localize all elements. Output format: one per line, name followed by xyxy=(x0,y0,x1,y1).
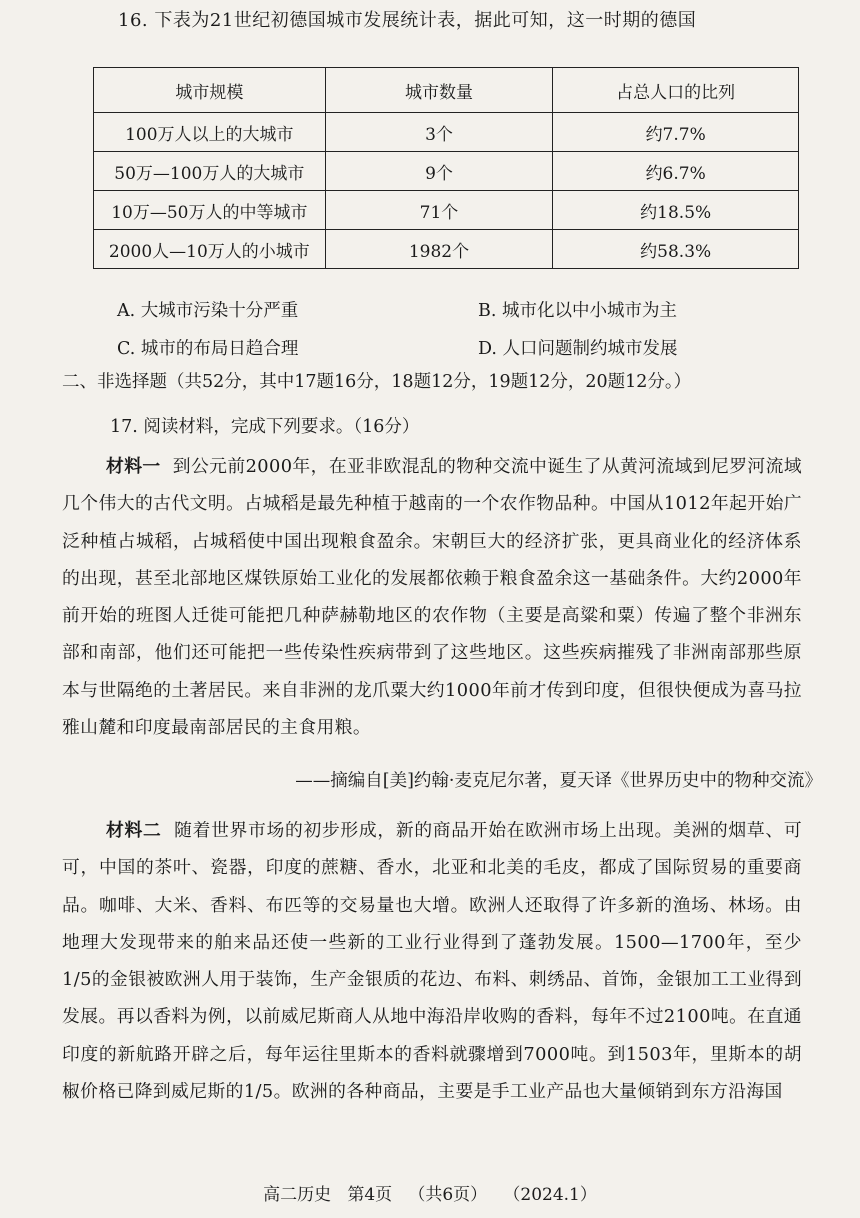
cell-city-count: 9个 xyxy=(325,152,553,191)
cell-city-size: 100万人以上的大城市 xyxy=(94,113,326,152)
option-b: B. 城市化以中小城市为主 xyxy=(478,301,677,321)
material-2-label: 材料二 xyxy=(106,820,162,841)
cell-city-count: 71个 xyxy=(325,191,553,230)
header-population-share: 占总人口的比列 xyxy=(553,68,799,113)
cell-population-share: 约6.7% xyxy=(553,152,799,191)
cell-city-count: 3个 xyxy=(325,113,553,152)
material-1-label: 材料一 xyxy=(106,456,161,477)
table-row xyxy=(94,191,799,230)
question-17-stem: 17. 阅读材料，完成下列要求。（16分） xyxy=(110,417,420,437)
cell-city-size: 2000人—10万人的小城市 xyxy=(94,230,326,269)
material-2 xyxy=(62,812,802,1110)
material-2-text: 随着世界市场的初步形成，新的商品开始在欧洲市场上出现。美洲的烟草、可可，中国的茶叶、瓷器，印度的蔗糖、香水，北亚和北美的毛皮，都成了国际贸易的重要商品。咖啡、大米、香料、布匹等的交易量也大增。欧洲人还取得了许多新的渔场、林场。由地理大发现带来的舶来品还使一些新的工业行业得到了蓬勃发展。1500—1700年，至少1/5的金银被欧洲人用于装饰，生产金银质的花边、布料、刺绣品、首饰，金银加工工业得到发展。再以香料为例，以前威尼斯商人从地中海沿岸收购的香料，每年不过2100吨。在直通印度的新航路开辟之后，每年运往里斯本的香料就骤增到7000吨。到1503年，里斯本的胡椒价格已降到威尼斯的1/5。欧洲的各种商品，主要是手工业产品也大量倾销到东方沿海国 xyxy=(62,820,803,1103)
section-2-heading: 二、非选择题（共52分，其中17题16分，18题12分，19题12分，20题12分。） xyxy=(62,372,692,392)
cell-city-count: 1982个 xyxy=(325,230,553,269)
cell-population-share: 约58.3% xyxy=(553,230,799,269)
cell-population-share: 约18.5% xyxy=(553,191,799,230)
table-header-row xyxy=(94,68,799,113)
material-1-citation: ——摘编自[美]约翰·麦克尼尔著，夏天译《世界历史中的物种交流》 xyxy=(295,771,822,791)
question-16-stem: 16. 下表为21世纪初德国城市发展统计表，据此可知，这一时期的德国 xyxy=(118,10,697,31)
option-a: A. 大城市污染十分严重 xyxy=(117,301,299,321)
table-row xyxy=(94,152,799,191)
table-row xyxy=(94,230,799,269)
page-footer: 高二历史 第4页 （共6页） （2024.1） xyxy=(263,1185,597,1205)
cell-city-size: 50万—100万人的大城市 xyxy=(94,152,326,191)
header-city-size: 城市规模 xyxy=(94,68,326,113)
option-d: D. 人口问题制约城市发展 xyxy=(478,339,678,359)
cell-city-size: 10万—50万人的中等城市 xyxy=(94,191,326,230)
header-city-count: 城市数量 xyxy=(325,68,553,113)
option-c: C. 城市的布局日趋合理 xyxy=(117,339,299,359)
table-row xyxy=(94,113,799,152)
material-1-text: 到公元前2000年，在亚非欧混乱的物种交流中诞生了从黄河流域到尼罗河流域几个伟大的古代文明。占城稻是最先种植于越南的一个农作物品种。中国从1012年起开始广泛种植占城稻，占城稻使中国出现粮食盈余。宋朝巨大的经济扩张，更具商业化的经济体系的出现，甚至北部地区煤铁原始工业化的发展都依赖于粮食盈余这一基础条件。大约2000年前开始的班图人迁徙可能把几种萨赫勒地区的农作物（主要是高粱和粟）传遍了整个非洲东部和南部，他们还可能把一些传染性疾病带到了这些地区。这些疾病摧残了非洲南部那些原本与世隔绝的土著居民。来自非洲的龙爪粟大约1000年前才传到印度，但很快便成为喜马拉雅山麓和印度最南部居民的主食用粮。 xyxy=(62,456,803,739)
cell-population-share: 约7.7% xyxy=(553,113,799,152)
material-1 xyxy=(62,448,802,746)
city-statistics-table xyxy=(93,67,799,269)
